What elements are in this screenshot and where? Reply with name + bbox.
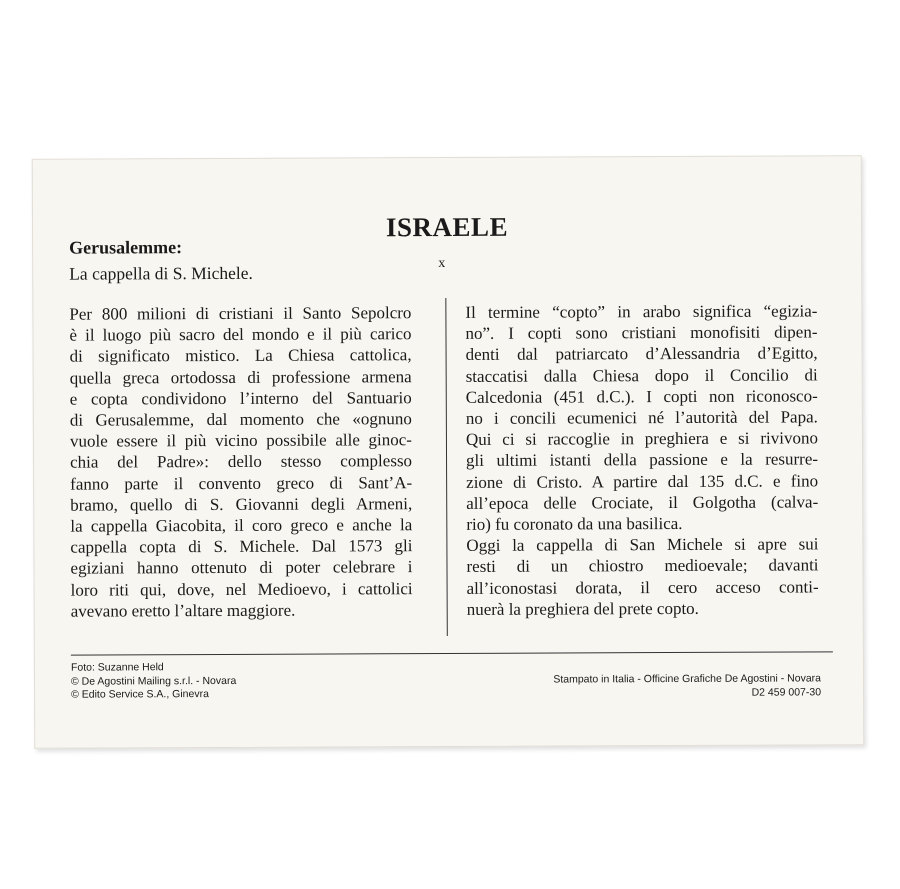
credit-line: Foto: Suzanne Held: [70, 661, 164, 674]
text-line: Qui ci si raccoglie in preghiera e si rivivono: [465, 428, 818, 450]
product-code: D2 459 007-30: [751, 685, 822, 699]
handwritten-mark: x: [438, 256, 446, 272]
left-text-column: [69, 302, 412, 622]
text-line: la cappella Giacobita, il coro greco e anche la: [70, 515, 413, 536]
text-line: no”. I copti sono cristiani monofisiti dipen-: [465, 322, 818, 344]
footer-divider: [71, 651, 833, 655]
photo-credits: [71, 661, 236, 702]
text-line: quella greca ortodossa di professione armena: [69, 366, 412, 388]
text-line: all’iconostasi dorata, il cero acceso conti-: [466, 577, 819, 598]
text-line: nuerà la preghiera del prete copto.: [466, 598, 699, 619]
text-line: gli ultimi istanti della passione e la resurre-: [465, 449, 819, 471]
text-line: denti dal patriarcato d’Alessandria d’Egitto,: [465, 343, 818, 365]
text-line: Calcedonia (451 d.C.). I copti non riconosco-: [465, 386, 818, 407]
credit-line: © Edito Service S.A., Ginevra: [71, 688, 209, 701]
text-line: bramo, quello di S. Giovanni degli Armeni,: [70, 493, 413, 515]
page-title: ISRAELE: [385, 211, 509, 243]
text-line: avevano eretto l’altare maggiore.: [70, 600, 296, 621]
text-line: cappella copta di S. Michele. Dal 1573 gli: [70, 536, 413, 557]
text-line: all’epoca delle Crociate, il Golgotha (calva-: [466, 492, 819, 513]
printer-line: Stampato in Italia - Officine Grafiche De Agostini - Novara: [553, 672, 822, 686]
text-line: staccatisi dalla Chiesa dopo il Concilio di: [465, 364, 818, 386]
text-line: no i concili ecumenici né l’autorità del Papa.: [465, 407, 818, 428]
credit-line: © De Agostini Mailing s.r.l. - Novara: [70, 674, 237, 688]
column-divider: [445, 298, 447, 636]
text-line: di significato mistico. La Chiesa cattolica,: [69, 345, 412, 367]
text-line: di Gerusalemme, dal momento che «ognuno: [69, 409, 412, 430]
right-text-column: [465, 300, 818, 620]
text-line: rio) fu coronato da una basilica.: [466, 514, 683, 534]
text-line: Per 800 milioni di cristiani il Santo Sepolcro: [69, 303, 412, 324]
text-line: è il luogo più sacro del mondo e il più carico: [69, 324, 412, 345]
text-line: vuole essere il più vicino possibile alle ginoc-: [69, 430, 412, 451]
text-line: Oggi la cappella di San Michele si apre sui: [466, 534, 819, 556]
text-line: loro riti qui, dove, nel Medioevo, i cattolici: [70, 578, 413, 600]
text-line: chia del Padre»: dello stesso complesso: [70, 451, 413, 473]
printer-info: [553, 672, 821, 700]
subject-line: La cappella di S. Michele.: [69, 262, 253, 284]
text-line: zione di Cristo. A partire dal 135 d.C. e fino: [466, 471, 819, 492]
text-line: fanno parte il convento greco di Sant’A-: [70, 472, 413, 494]
text-line: resti di un chiostro medioevale; davanti: [466, 555, 819, 577]
text-line: e copta condividono l’interno del Santuario: [69, 387, 412, 409]
place-heading: Gerusalemme:: [69, 237, 183, 258]
text-line: Il termine “copto” in arabo significa “egizia-: [465, 301, 818, 322]
postcard-back: [32, 155, 865, 749]
text-line: egiziani hanno ottenuto di poter celebrare i: [70, 557, 413, 579]
